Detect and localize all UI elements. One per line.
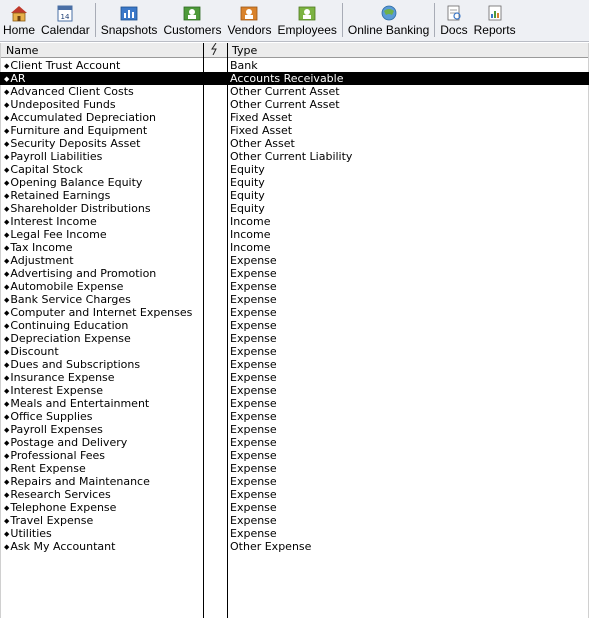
account-name-text: Security Deposits Asset [10,137,141,150]
account-name [4,137,140,151]
account-row[interactable] [0,332,589,345]
account-name-text: Bank Service Charges [10,293,131,306]
reports-button[interactable]: Reports [471,1,519,41]
account-name [4,163,83,177]
account-type: Expense [230,280,277,293]
account-name-text: Telephone Expense [10,501,117,514]
account-row[interactable] [0,111,589,124]
account-row[interactable] [0,345,589,358]
toolbar-separator [95,3,96,37]
account-name [4,462,86,476]
diamond-icon: ◆ [4,504,10,512]
account-name [4,371,115,385]
account-name [4,358,140,372]
account-name [4,319,128,333]
diamond-icon: ◆ [4,296,10,304]
online-banking-button[interactable]: Online Banking [345,1,432,41]
diamond-icon: ◆ [4,452,10,460]
account-name [4,72,26,86]
customers-icon [182,4,202,22]
account-type: Equity [230,189,265,202]
diamond-icon: ◆ [4,374,10,382]
diamond-icon: ◆ [4,543,10,551]
diamond-icon: ◆ [4,478,10,486]
diamond-icon: ◆ [4,530,10,538]
account-name [4,514,93,528]
account-row[interactable] [0,514,589,527]
account-type: Expense [230,501,277,514]
account-row[interactable] [0,124,589,137]
account-name [4,59,120,73]
column-header [0,43,589,58]
account-row[interactable] [0,254,589,267]
account-name [4,397,149,411]
diamond-icon: ◆ [4,62,10,70]
account-type: Other Current Asset [230,98,340,111]
account-row[interactable] [0,527,589,540]
account-type: Income [230,228,271,241]
calendar-date-badge: 14 [60,13,70,21]
account-row[interactable] [0,306,589,319]
account-name [4,176,142,190]
account-name [4,423,103,437]
account-row[interactable] [0,384,589,397]
account-name [4,540,115,554]
diamond-icon: ◆ [4,348,10,356]
account-type: Expense [230,488,277,501]
account-name [4,332,131,346]
account-name-text: Postage and Delivery [10,436,128,449]
account-name-text: Furniture and Equipment [10,124,148,137]
account-name-text: Adjustment [10,254,74,267]
account-row[interactable] [0,540,589,553]
employees-icon [297,4,317,22]
account-name-text: Office Supplies [10,410,93,423]
account-name [4,202,151,216]
account-name [4,501,116,515]
docs-icon [444,4,464,22]
diamond-icon: ◆ [4,205,10,213]
online-banking-icon [379,4,399,22]
diamond-icon: ◆ [4,361,10,369]
account-name [4,488,111,502]
account-type: Expense [230,514,277,527]
account-name [4,410,93,424]
diamond-icon: ◆ [4,179,10,187]
customers-button[interactable]: Customers [160,1,224,41]
account-name-text: Advanced Client Costs [10,85,134,98]
account-type: Equity [230,176,265,189]
account-name [4,527,52,541]
account-name-text: Professional Fees [10,449,105,462]
diamond-icon: ◆ [4,218,10,226]
account-name-text: Meals and Entertainment [10,397,150,410]
account-name [4,306,192,320]
account-name-text: Utilities [10,527,52,540]
diamond-icon: ◆ [4,270,10,278]
account-type: Income [230,241,271,254]
account-name [4,267,156,281]
account-name [4,345,59,359]
account-type: Expense [230,436,277,449]
diamond-icon: ◆ [4,517,10,525]
account-name-text: Travel Expense [10,514,94,527]
diamond-icon: ◆ [4,283,10,291]
account-name-text: Legal Fee Income [10,228,107,241]
account-row[interactable] [0,176,589,189]
column-header-name[interactable]: Name [6,44,39,57]
account-row[interactable] [0,293,589,306]
account-name-text: Depreciation Expense [10,332,131,345]
account-name [4,124,147,138]
diamond-icon: ◆ [4,400,10,408]
account-row[interactable] [0,267,589,280]
home-button[interactable]: Home [0,1,38,41]
diamond-icon: ◆ [4,88,10,96]
account-row[interactable] [0,488,589,501]
diamond-icon: ◆ [4,114,10,122]
calendar-icon [55,4,75,22]
account-row[interactable] [0,241,589,254]
account-name [4,449,105,463]
account-row[interactable] [0,358,589,371]
account-type: Equity [230,202,265,215]
account-row[interactable] [0,501,589,514]
account-name-text: Undeposited Funds [10,98,116,111]
account-name [4,215,97,229]
account-name-text: Accumulated Depreciation [10,111,157,124]
account-row[interactable] [0,150,589,163]
account-row[interactable] [0,137,589,150]
account-name [4,293,131,307]
vendors-icon [239,4,259,22]
account-name-text: Capital Stock [10,163,83,176]
home-icon [9,4,29,22]
account-name [4,475,150,489]
account-row[interactable] [0,98,589,111]
account-type: Expense [230,332,277,345]
account-name [4,384,103,398]
account-name-text: Retained Earnings [10,189,111,202]
account-name-text: Advertising and Promotion [10,267,157,280]
account-name [4,85,134,99]
account-row[interactable] [0,85,589,98]
account-name [4,254,74,268]
account-name [4,228,107,242]
account-name-text: Interest Income [10,215,97,228]
diamond-icon: ◆ [4,387,10,395]
account-name-text: Repairs and Maintenance [10,475,150,488]
account-name-text: Payroll Expenses [10,423,103,436]
toolbar-separator [342,3,343,37]
account-name-text: AR [10,72,26,85]
diamond-icon: ◆ [4,426,10,434]
calendar-button[interactable]: 14 Calendar [38,1,93,41]
account-row[interactable] [0,59,589,72]
account-type: Other Asset [230,137,295,150]
main-toolbar [0,0,589,42]
account-row[interactable] [0,163,589,176]
account-row[interactable] [0,280,589,293]
account-row[interactable] [0,72,589,85]
diamond-icon: ◆ [4,439,10,447]
account-type: Equity [230,163,265,176]
account-row[interactable] [0,202,589,215]
account-type: Other Current Liability [230,150,353,163]
account-name [4,150,102,164]
account-row[interactable] [0,319,589,332]
account-row[interactable] [0,410,589,423]
account-name-text: Rent Expense [10,462,86,475]
account-row[interactable] [0,436,589,449]
account-type: Other Current Asset [230,85,340,98]
diamond-icon: ◆ [4,335,10,343]
account-type: Expense [230,319,277,332]
account-row[interactable] [0,228,589,241]
account-type: Other Expense [230,540,312,553]
diamond-icon: ◆ [4,465,10,473]
account-name-text: Insurance Expense [10,371,115,384]
account-row[interactable] [0,371,589,384]
account-row[interactable] [0,215,589,228]
account-type: Expense [230,306,277,319]
account-row[interactable] [0,462,589,475]
account-name-text: Continuing Education [10,319,129,332]
diamond-icon: ◆ [4,192,10,200]
account-type: Expense [230,293,277,306]
account-row[interactable] [0,397,589,410]
account-type: Bank [230,59,258,72]
diamond-icon: ◆ [4,153,10,161]
account-type: Expense [230,345,277,358]
diamond-icon: ◆ [4,231,10,239]
account-row[interactable] [0,475,589,488]
account-name [4,280,123,294]
docs-button[interactable]: Docs [437,1,470,41]
diamond-icon: ◆ [4,491,10,499]
account-type: Fixed Asset [230,111,293,124]
diamond-icon: ◆ [4,140,10,148]
account-name-text: Discount [10,345,59,358]
account-name [4,98,116,112]
account-name-text: Research Services [10,488,111,501]
snapshots-button[interactable]: Snapshots [98,1,161,41]
diamond-icon: ◆ [4,413,10,421]
account-name [4,436,127,450]
diamond-icon: ◆ [4,244,10,252]
account-name [4,189,110,203]
account-name-text: Tax Income [10,241,73,254]
account-list [0,59,589,618]
account-name [4,111,156,125]
vendors-button[interactable]: Vendors [224,1,274,41]
diamond-icon: ◆ [4,75,10,83]
account-name-text: Payroll Liabilities [10,150,103,163]
account-type: Income [230,215,271,228]
account-name-text: Interest Expense [10,384,103,397]
account-name-text: Ask My Accountant [10,540,116,553]
lightning-icon[interactable] [207,43,221,58]
account-type: Expense [230,449,277,462]
account-name [4,241,73,255]
employees-button[interactable]: Employees [275,1,340,41]
account-type: Expense [230,254,277,267]
account-type: Expense [230,423,277,436]
snapshots-icon [119,4,139,22]
account-row[interactable] [0,423,589,436]
account-type: Expense [230,410,277,423]
diamond-icon: ◆ [4,322,10,330]
diamond-icon: ◆ [4,166,10,174]
account-type: Expense [230,371,277,384]
toolbar-separator [434,3,435,37]
account-row[interactable] [0,449,589,462]
diamond-icon: ◆ [4,309,10,317]
account-name-text: Shareholder Distributions [10,202,151,215]
account-type: Fixed Asset [230,124,293,137]
account-type: Expense [230,384,277,397]
account-type: Expense [230,267,277,280]
column-header-type[interactable]: Type [232,44,258,57]
account-type: Expense [230,527,277,540]
account-name-text: Client Trust Account [10,59,121,72]
account-name-text: Dues and Subscriptions [10,358,141,371]
account-type: Accounts Receivable [230,72,344,85]
account-type: Expense [230,462,277,475]
account-name-text: Computer and Internet Expenses [10,306,193,319]
account-name-text: Automobile Expense [10,280,124,293]
diamond-icon: ◆ [4,127,10,135]
diamond-icon: ◆ [4,257,10,265]
account-row[interactable] [0,189,589,202]
reports-icon [485,4,505,22]
account-type: Expense [230,358,277,371]
diamond-icon: ◆ [4,101,10,109]
account-type: Expense [230,475,277,488]
account-name-text: Opening Balance Equity [10,176,143,189]
account-type: Expense [230,397,277,410]
